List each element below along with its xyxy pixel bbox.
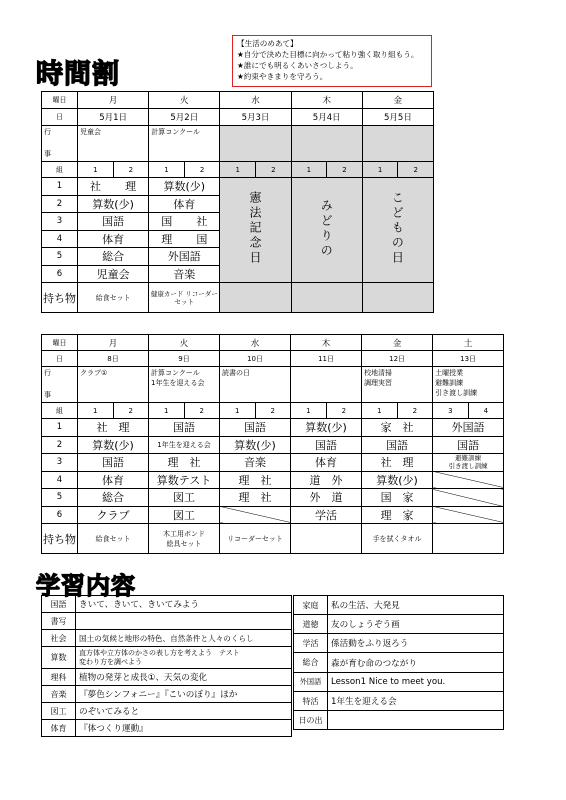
- kumi-num: 1: [220, 403, 256, 419]
- event-cell: [291, 367, 362, 403]
- mochimono-cell: 木工用ボンド 絵具セット: [149, 524, 220, 554]
- class-cell: 学活: [291, 506, 362, 524]
- kumi-num: 2: [113, 403, 149, 419]
- class-cell: 算数テスト: [149, 471, 220, 489]
- event-cell: 校地清掃 調理実習: [362, 367, 433, 403]
- empty-slash-cell: [433, 506, 504, 524]
- class-cell: 体育: [149, 195, 220, 213]
- period-num: 1: [42, 419, 78, 437]
- class-cell: 社 理: [78, 178, 149, 196]
- subject-label: 書写: [42, 613, 76, 630]
- date-cell: 11日: [291, 351, 362, 367]
- class-cell: 児童会: [78, 265, 149, 283]
- day-header: 木: [291, 335, 362, 351]
- subject-label: 特活: [294, 692, 328, 711]
- mochimono-cell: [220, 283, 291, 313]
- kumi-num: 2: [398, 162, 434, 178]
- mochimono-cell: [291, 283, 362, 313]
- subject-label: 音楽: [42, 686, 76, 703]
- class-cell: 算数(少): [220, 436, 291, 454]
- class-cell: 音楽: [220, 454, 291, 472]
- mochimono-cell: 給食セット: [78, 524, 149, 554]
- kumi-num: 4: [468, 403, 504, 419]
- class-cell: 国 社: [149, 213, 220, 231]
- class-cell: 1年生を迎える会: [149, 436, 220, 454]
- class-cell: 理 社: [220, 489, 291, 507]
- empty-slash-cell: [433, 489, 504, 507]
- day-header: 火: [149, 335, 220, 351]
- mochimono-label: 持ち物: [42, 524, 78, 554]
- class-cell: 家 社: [362, 419, 433, 437]
- class-cell: 理 社: [220, 471, 291, 489]
- period-num: 3: [42, 213, 78, 231]
- day-header: 火: [149, 92, 220, 109]
- event-cell: 計算コンクール: [149, 126, 220, 162]
- class-cell: 国語: [291, 436, 362, 454]
- hi-label: 日: [42, 109, 78, 126]
- class-cell: 図工: [149, 489, 220, 507]
- subject-label: 学活: [294, 634, 328, 653]
- subject-content: 私の生活、大発見: [328, 596, 504, 615]
- class-cell: 社 理: [362, 454, 433, 472]
- hi-label: 日: [42, 351, 78, 367]
- date-cell: 12日: [362, 351, 433, 367]
- period-num: 4: [42, 230, 78, 248]
- youbi-label: 曜日: [42, 92, 78, 109]
- class-cell: 算数(少): [149, 178, 220, 196]
- timetable-week1: [41, 91, 434, 313]
- subject-label: 道徳: [294, 615, 328, 634]
- class-cell: 体育: [78, 471, 149, 489]
- event-cell: 児童会: [78, 126, 149, 162]
- subject-content: 1年生を迎える会: [328, 692, 504, 711]
- class-cell: 算数(少): [362, 471, 433, 489]
- kumi-num: 2: [255, 403, 291, 419]
- gyouji-label: 行 事: [42, 367, 78, 403]
- class-cell: 国語: [78, 213, 149, 231]
- subject-content: Lesson1 Nice to meet you.: [328, 673, 504, 692]
- kumi-num: 3: [433, 403, 469, 419]
- subject-label: 日の出: [294, 711, 328, 730]
- date-cell: 5月5日: [362, 109, 433, 126]
- kumi-num: 1: [362, 403, 398, 419]
- empty-slash-cell: [433, 471, 504, 489]
- timetable-week2: [41, 334, 504, 554]
- kumi-num: 2: [327, 162, 363, 178]
- content-title: 学習内容: [36, 572, 136, 600]
- mochimono-cell: 手を拭くタオル: [362, 524, 433, 554]
- class-cell: 避難訓練 引き渡し訓練: [433, 454, 504, 472]
- subject-content: 植物の発芽と成長①、天気の変化: [76, 669, 292, 686]
- date-cell: 13日: [433, 351, 504, 367]
- date-cell: 9日: [149, 351, 220, 367]
- date-cell: 5月2日: [149, 109, 220, 126]
- mochimono-cell: 健康カード リコーダーセット: [149, 283, 220, 313]
- class-cell: 算数(少): [291, 419, 362, 437]
- goal-item: ★約束やきまりを守ろう。: [237, 72, 328, 81]
- class-cell: 外国語: [433, 419, 504, 437]
- class-cell: 総合: [78, 489, 149, 507]
- class-cell: 国語: [149, 419, 220, 437]
- goal-item: ★自分で決めた目標に向かって粘り強く取り組もう。: [237, 50, 419, 59]
- class-cell: 国 家: [362, 489, 433, 507]
- date-cell: 8日: [78, 351, 149, 367]
- subject-label: 総合: [294, 653, 328, 673]
- event-cell: 計算コンクール 1年生を迎える会: [149, 367, 220, 403]
- day-header: 木: [291, 92, 362, 109]
- day-header: 月: [78, 335, 149, 351]
- class-cell: 体育: [291, 454, 362, 472]
- kumi-num: 2: [184, 162, 220, 178]
- kumi-label: 組: [42, 403, 78, 419]
- period-num: 6: [42, 265, 78, 283]
- class-cell: 理 家: [362, 506, 433, 524]
- subject-content: 友のしょうぞう画: [328, 615, 504, 634]
- kumi-num: 2: [326, 403, 362, 419]
- class-cell: 社 理: [78, 419, 149, 437]
- subject-content: のぞいてみると: [76, 703, 292, 720]
- day-header: 金: [362, 92, 433, 109]
- subject-label: 外国語: [294, 673, 328, 692]
- kumi-num: 1: [220, 162, 256, 178]
- mochimono-cell: 給食セット: [78, 283, 149, 313]
- day-header: 金: [362, 335, 433, 351]
- content-table-left: [41, 595, 292, 737]
- class-cell: 体育: [78, 230, 149, 248]
- mochimono-cell: [433, 524, 504, 554]
- class-cell: 理 国: [149, 230, 220, 248]
- subject-label: 理科: [42, 669, 76, 686]
- class-cell: 算数(少): [78, 436, 149, 454]
- day-header: 土: [433, 335, 504, 351]
- class-cell: クラブ: [78, 506, 149, 524]
- gyouji-label: 行 事: [42, 126, 78, 162]
- class-cell: 外国語: [149, 248, 220, 266]
- period-num: 2: [42, 436, 78, 454]
- period-num: 5: [42, 248, 78, 266]
- kumi-num: 2: [113, 162, 149, 178]
- class-cell: 総合: [78, 248, 149, 266]
- class-cell: 理 社: [149, 454, 220, 472]
- timetable-title: 時間割: [36, 59, 120, 90]
- kumi-num: 1: [149, 403, 185, 419]
- kumi-num: 1: [291, 162, 327, 178]
- kumi-num: 1: [78, 403, 114, 419]
- day-header: 月: [78, 92, 149, 109]
- kumi-num: 1: [362, 162, 398, 178]
- subject-content: 係活動をふり返ろう: [328, 634, 504, 653]
- event-cell: クラブ①: [78, 367, 149, 403]
- class-cell: 国語: [78, 454, 149, 472]
- goals-title: 【生活のめあて】: [237, 39, 298, 48]
- holiday-cell: [291, 126, 362, 162]
- subject-label: 国語: [42, 596, 76, 613]
- mochimono-cell: リコーダーセット: [220, 524, 291, 554]
- class-cell: 算数(少): [78, 195, 149, 213]
- mochimono-cell: [362, 283, 433, 313]
- subject-content: [328, 711, 504, 730]
- subject-content: きいて、きいて、きいてみよう: [76, 596, 292, 613]
- period-num: 1: [42, 178, 78, 196]
- subject-content: 森が育む命のつながり: [328, 653, 504, 673]
- kumi-num: 2: [184, 403, 220, 419]
- kumi-num: 1: [291, 403, 327, 419]
- period-num: 4: [42, 471, 78, 489]
- subject-label: 図工: [42, 703, 76, 720]
- holiday-cell: みどりの: [291, 178, 362, 283]
- subject-label: 家庭: [294, 596, 328, 615]
- mochimono-label: 持ち物: [42, 283, 78, 313]
- holiday-cell: [362, 126, 433, 162]
- class-cell: 国語: [433, 436, 504, 454]
- class-cell: 国語: [362, 436, 433, 454]
- date-cell: 5月4日: [291, 109, 362, 126]
- mochimono-cell: [291, 524, 362, 554]
- kumi-num: 2: [256, 162, 292, 178]
- period-num: 6: [42, 506, 78, 524]
- date-cell: 5月1日: [78, 109, 149, 126]
- date-cell: 10日: [220, 351, 291, 367]
- subject-content: [76, 613, 292, 630]
- holiday-cell: 憲法記念日: [220, 178, 291, 283]
- content-table-right: [293, 595, 504, 730]
- class-cell: 道 外: [291, 471, 362, 489]
- class-cell: 音楽: [149, 265, 220, 283]
- class-cell: 図工: [149, 506, 220, 524]
- subject-content: 『夢色シンフォニー』『こいのぼり』ほか: [76, 686, 292, 703]
- empty-slash-cell: [220, 506, 291, 524]
- kumi-num: 1: [149, 162, 185, 178]
- life-goals-box: [232, 35, 432, 87]
- period-num: 2: [42, 195, 78, 213]
- goal-item: ★誰にでも明るくあいさつしよう。: [237, 61, 358, 70]
- kumi-num: 1: [78, 162, 114, 178]
- youbi-label: 曜日: [42, 335, 78, 351]
- subject-label: 社会: [42, 630, 76, 647]
- holiday-cell: こどもの日: [362, 178, 433, 283]
- subject-content: 直方体や立方体のかさの表し方を考えよう テスト 変わり方を調べよう: [76, 647, 292, 669]
- event-cell: 土曜授業 避難訓練 引き渡し訓練: [433, 367, 504, 403]
- kumi-num: 2: [397, 403, 433, 419]
- holiday-cell: [220, 126, 291, 162]
- subject-label: 体育: [42, 720, 76, 737]
- kumi-label: 組: [42, 162, 78, 178]
- class-cell: 外 道: [291, 489, 362, 507]
- day-header: 水: [220, 92, 291, 109]
- date-cell: 5月3日: [220, 109, 291, 126]
- subject-label: 算数: [42, 647, 76, 669]
- period-num: 5: [42, 489, 78, 507]
- day-header: 水: [220, 335, 291, 351]
- period-num: 3: [42, 454, 78, 472]
- event-cell: 読書の日: [220, 367, 291, 403]
- subject-content: 『体つくり運動』: [76, 720, 292, 737]
- class-cell: 国語: [220, 419, 291, 437]
- subject-content: 国土の気候と地形の特色、自然条件と人々のくらし: [76, 630, 292, 647]
